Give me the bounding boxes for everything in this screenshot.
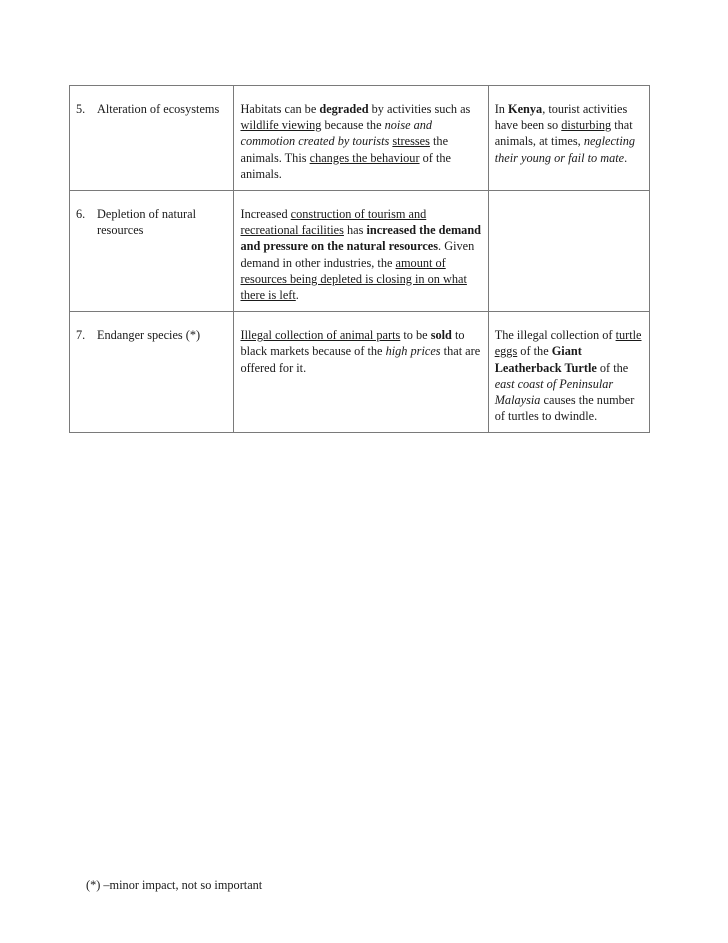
text-run: disturbing [561, 118, 612, 133]
text-run: has [343, 223, 367, 238]
text-run: turtle eggs [494, 328, 642, 359]
text-run: Increased [240, 207, 291, 222]
impact-title: Endanger species (*) [97, 328, 201, 343]
text-run: . Given demand in other industries, the [240, 239, 475, 270]
example-cell [488, 191, 649, 312]
impact-title: Alteration of ecosystems [97, 102, 220, 116]
table-row [70, 86, 650, 191]
text-run: Habitats can be [240, 102, 320, 116]
text-run: Illegal collection of animal parts [240, 328, 401, 343]
impact-cell [70, 312, 234, 433]
impact-table [69, 85, 650, 433]
text-run: of the animals. [240, 150, 451, 181]
example-cell [488, 312, 649, 433]
text-run: stresses [392, 134, 430, 149]
text-run: . [295, 288, 299, 303]
description-cell [234, 191, 488, 312]
text-run: amount of resources being depleted is closing in on what there is left [240, 255, 467, 303]
text-run: changes the behaviour [309, 150, 420, 165]
text-run: to black markets because of the [240, 328, 465, 359]
text-run: Kenya [508, 102, 543, 116]
text-run: construction of tourism and recreational facilities [240, 207, 427, 238]
text-run: increased the demand and pressure on the natural resources [240, 223, 482, 254]
text-run: causes the number of turtles to dwindle. [494, 393, 635, 424]
impact-cell [70, 86, 234, 191]
text-run: neglecting their young or fail to mate [494, 134, 636, 165]
impact-number: 6. [76, 207, 86, 222]
text-run: high prices [385, 344, 441, 359]
text-run: because the [321, 118, 385, 133]
text-run: wildlife viewing [240, 118, 322, 133]
text-run: The illegal collection of [494, 328, 616, 343]
text-run: of the [596, 360, 629, 375]
description-cell [234, 86, 488, 191]
table-row [70, 191, 650, 312]
footnote: (*) –minor impact, not so important [86, 878, 263, 892]
text-run: that animals, at times, [494, 118, 633, 149]
text-run: that are offered for it. [240, 344, 481, 375]
text-run: by activities such as [368, 102, 471, 116]
text-run: of the [517, 344, 552, 359]
text-run: the animals. This [240, 134, 449, 165]
impact-number: 5. [76, 102, 86, 116]
text-run: degraded [319, 102, 369, 116]
impact-cell [70, 191, 234, 312]
example-cell [488, 86, 649, 191]
description-cell [234, 312, 488, 433]
text-run: noise and commotion created by tourists [240, 118, 433, 149]
text-run: to be [400, 328, 431, 343]
text-run: . [624, 150, 628, 165]
impact-number: 7. [76, 328, 86, 343]
text-run: In [494, 102, 509, 116]
text-run: , tourist activities have been so [494, 102, 628, 133]
text-run: Giant Leatherback Turtle [494, 344, 597, 375]
impact-title: Depletion of natural resources [97, 207, 197, 238]
text-run: east coast of Peninsular Malaysia [494, 376, 614, 408]
table-row [70, 312, 650, 433]
text-run: sold [430, 328, 452, 343]
